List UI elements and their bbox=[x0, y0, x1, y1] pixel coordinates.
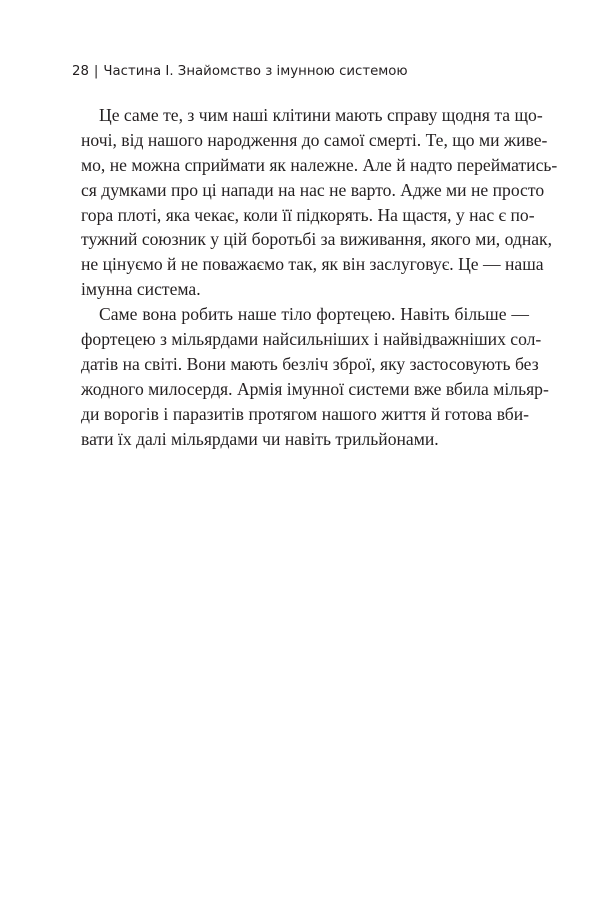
body-text bbox=[81, 103, 558, 451]
running-head bbox=[72, 62, 408, 82]
text-line: імунна система. bbox=[81, 279, 201, 300]
page-number: 28 bbox=[72, 64, 89, 79]
chapter-title: Частина І. Знайомство з імунною системою bbox=[103, 64, 408, 79]
paragraph-2 bbox=[81, 302, 549, 451]
text-line: тужний союзник у цій боротьбі за виживання, якого ми, однак, bbox=[81, 229, 553, 250]
text-line: датів на світі. Вони мають безліч зброї, яку застосовують без bbox=[81, 353, 539, 374]
text-line: фортецею з мільярдами найсильніших і найвідважніших сол- bbox=[81, 329, 542, 350]
paragraph-1 bbox=[81, 103, 558, 302]
text-line: Саме вона робить наше тіло фортецею. Навіть більше — bbox=[99, 304, 529, 325]
text-line: не цінуємо й не поважаємо так, як він заслуговує. Це — наша bbox=[81, 254, 544, 275]
text-line: ди ворогів і паразитів протягом нашого життя й готова вби- bbox=[81, 403, 529, 424]
header-separator: | bbox=[93, 64, 99, 79]
text-line: вати їх далі мільярдами чи навіть трильйонами. bbox=[81, 428, 439, 449]
text-line: Це саме те, з чим наші клітини мають справу щодня та що- bbox=[99, 105, 543, 125]
text-line: ночі, від нашого народження до самої смерті. Те, що ми живе- bbox=[81, 129, 548, 150]
text-line: жодного милосердя. Армія імунної системи вже вбила мільяр- bbox=[81, 378, 549, 399]
text-line: гора плоті, яка чекає, коли її підкорять. На щастя, у нас є по- bbox=[81, 204, 535, 225]
text-line: мо, не можна сприймати як належне. Але й надто перейматись- bbox=[81, 154, 558, 175]
text-line: ся думками про ці напади на нас не варто. Адже ми не просто bbox=[81, 179, 545, 200]
